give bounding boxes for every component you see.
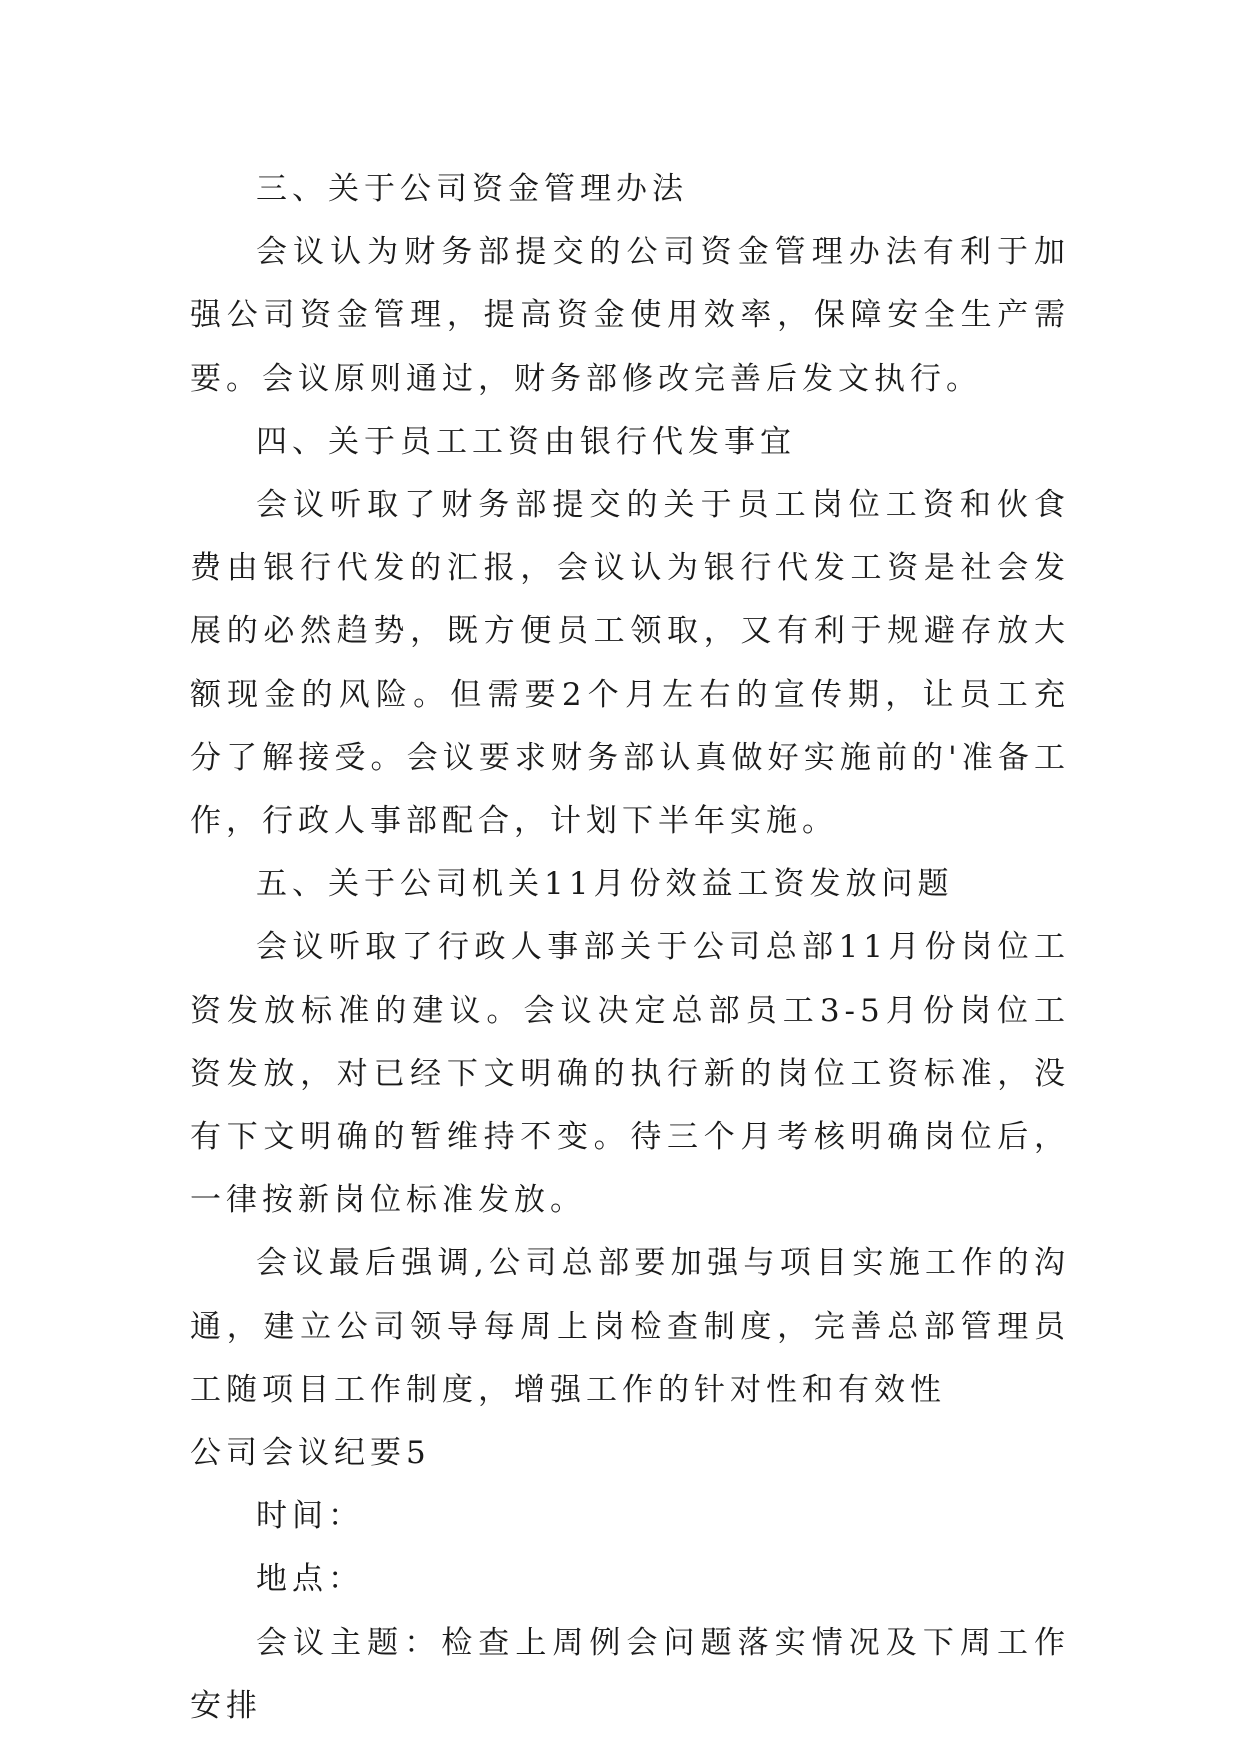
paragraph-bonus-wages: 会议听取了行政人事部关于公司总部11月份岗位工资发放标准的建议。会议决定总部员工3-5月份岗位工资发放，对已经下文明确的执行新的岗位工资标准，没有下文明确的暂维持不变。待三个月考核明确岗位后，一律按新岗位标准发放。 [190, 929, 1070, 1219]
document-body [190, 158, 1070, 1738]
meta-topic: 会议主题：检查上周例会问题落实情况及下周工作安排 [190, 1624, 1070, 1724]
section-heading-bonus-wages: 五、关于公司机关11月份效益工资发放问题 [256, 866, 954, 903]
section-heading-funds: 三、关于公司资金管理办法 [256, 171, 688, 207]
paragraph-bank-payroll: 会议听取了财务部提交的关于员工岗位工资和伙食费由银行代发的汇报，会议认为银行代发工资是社会发展的必然趋势，既方便员工领取，又有利于规避存放大额现金的风险。但需要2个月左右的宣传期，让员工充分了解接受。会议要求财务部认真做好实施前的'准备工作，行政人事部配合，计划下半年实施。 [190, 487, 1070, 840]
paragraph-funds-decision: 会议认为财务部提交的公司资金管理办法有利于加强公司资金管理，提高资金使用效率，保障安全生产需要。会议原则通过，财务部修改完善后发文执行。 [190, 234, 1070, 397]
meta-location: 地点： [256, 1561, 364, 1598]
minutes-title: 公司会议纪要5 [190, 1435, 431, 1472]
meta-time: 时间： [256, 1498, 364, 1535]
paragraph-closing-emphasis: 会议最后强调,公司总部要加强与项目实施工作的沟通，建立公司领导每周上岗检查制度，完善总部管理员工随项目工作制度，增强工作的针对性和有效性 [190, 1245, 1070, 1408]
section-heading-bank-payroll: 四、关于员工工资由银行代发事宜 [256, 423, 796, 460]
